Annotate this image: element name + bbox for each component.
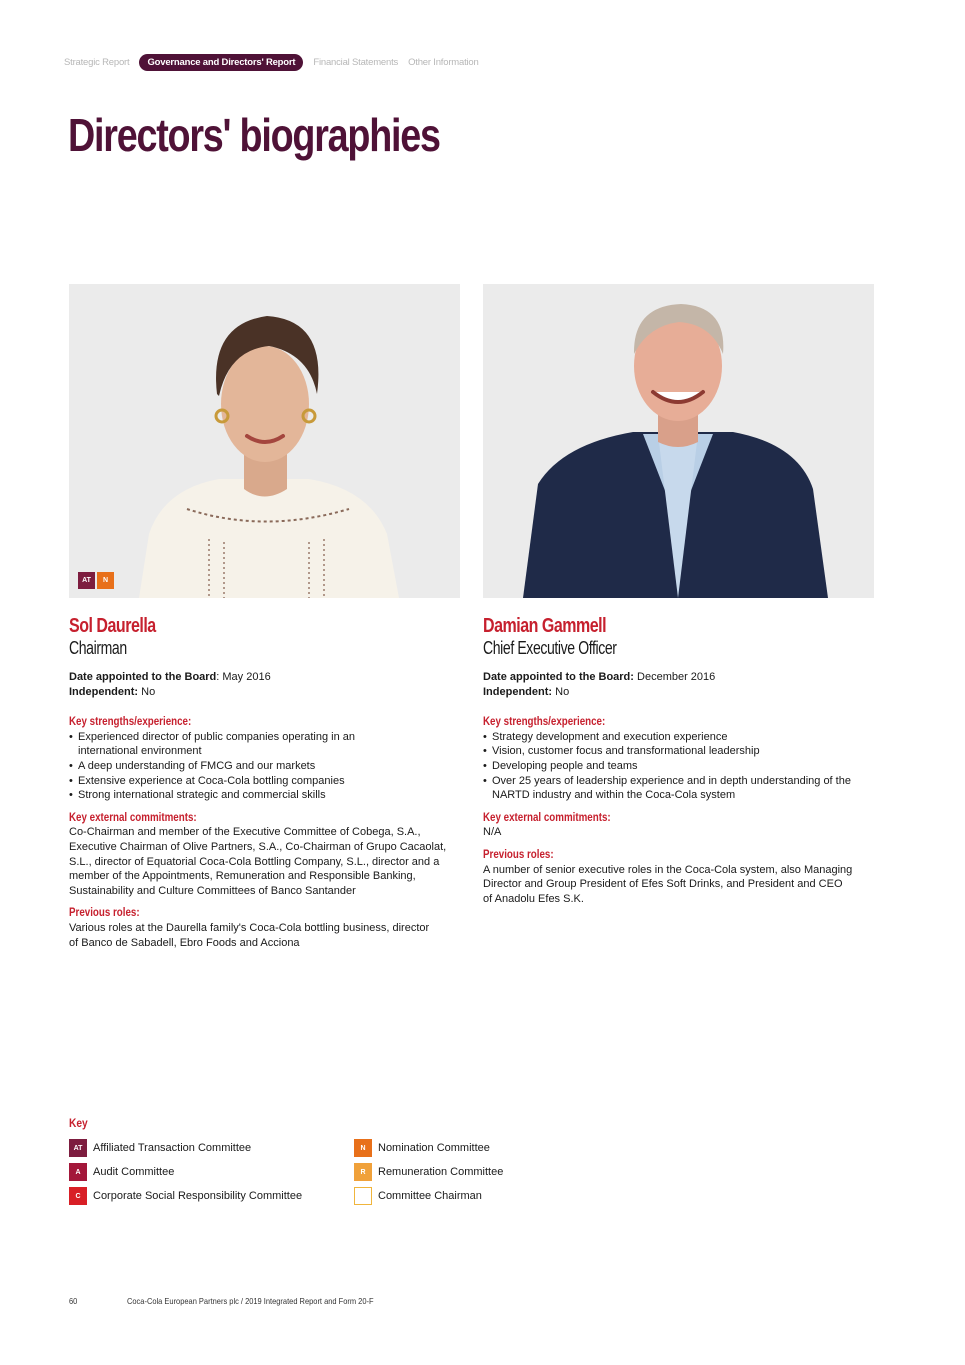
strengths-list	[483, 730, 873, 803]
previous-roles-heading: Previous roles:	[69, 907, 140, 920]
director-role: Chairman	[69, 638, 127, 658]
strengths-list	[69, 730, 369, 803]
previous-roles-heading: Previous roles:	[483, 848, 554, 861]
director-name: Damian Gammell	[483, 615, 607, 637]
date-appointed-label: Date appointed to the Board:	[483, 671, 634, 683]
page-number: 60	[69, 1296, 78, 1306]
nav-strategic-report[interactable]: Strategic Report	[64, 57, 130, 68]
nav-governance[interactable]: Governance and Directors' Report	[139, 54, 303, 71]
commitments-heading: Key external commitments:	[483, 811, 611, 824]
key-badge: A	[69, 1163, 87, 1181]
key-label: Affiliated Transaction Committee	[93, 1142, 252, 1154]
key-badge: C	[69, 1187, 87, 1205]
list-item: • Developing people and teams	[483, 759, 873, 774]
independent-value: No	[138, 685, 156, 698]
nav-other-information[interactable]: Other Information	[408, 57, 479, 68]
key-badge: N	[354, 1139, 372, 1157]
list-item: • A deep understanding of FMCG and our markets	[69, 759, 369, 774]
key-badge: R	[354, 1163, 372, 1181]
key-chairman-box	[354, 1187, 372, 1205]
key-label: Audit Committee	[93, 1166, 175, 1178]
key-label: Committee Chairman	[378, 1190, 482, 1202]
list-item: • Vision, customer focus and transformational leadership	[483, 744, 873, 759]
nav-financial-statements[interactable]: Financial Statements	[313, 57, 399, 68]
date-appointed	[69, 670, 461, 685]
list-item: • Strong international strategic and commercial skills	[69, 788, 369, 803]
badge-nomination: N	[97, 572, 114, 589]
key-item-committee-chairman	[354, 1187, 482, 1205]
key-item-csr	[69, 1187, 302, 1205]
list-item: • Extensive experience at Coca-Cola bottling companies	[69, 774, 369, 789]
previous-roles-text: Various roles at the Daurella family's Coca-Cola bottling business, director of Banco de Sabadell, Ebro Foods and Acciona	[69, 921, 430, 949]
director-role: Chief Executive Officer	[483, 638, 617, 658]
independent-label: Independent:	[483, 685, 553, 698]
key-label: Remuneration Committee	[378, 1166, 504, 1178]
commitments-heading: Key external commitments:	[69, 811, 197, 824]
independent	[69, 685, 461, 700]
commitments-text: N/A	[483, 826, 502, 839]
strengths-heading: Key strengths/experience:	[69, 716, 192, 729]
director-name: Sol Daurella	[69, 615, 156, 637]
independent	[483, 685, 875, 700]
footer-text: Coca-Cola European Partners plc / 2019 Integrated Report and Form 20-F	[127, 1296, 374, 1306]
independent-label: Independent:	[69, 685, 139, 698]
portrait-illustration	[483, 284, 874, 598]
key-item-remuneration	[354, 1163, 503, 1181]
list-item: • Strategy development and execution experience	[483, 730, 873, 745]
key-label: Nomination Committee	[378, 1142, 490, 1154]
date-appointed-value: December 2016	[633, 671, 716, 683]
section-nav	[64, 54, 479, 71]
date-appointed-value: : May 2016	[216, 671, 271, 683]
list-item: • Experienced director of public companies operating in an international environment	[69, 730, 369, 759]
key-item-audit	[69, 1163, 174, 1181]
key-title: Key	[69, 1116, 88, 1130]
director-photo-damian-gammell	[483, 284, 874, 598]
bio-sol-daurella	[69, 614, 461, 950]
page-title: Directors' biographies	[68, 109, 440, 161]
date-appointed-label: Date appointed to the Board	[69, 671, 217, 683]
key-item-affiliated-transaction	[69, 1139, 251, 1157]
previous-roles-text: A number of senior executive roles in the Coca-Cola system, also Managing Director and Group President of Efes Soft Drinks, and President and CEO of Anadolu Efes S.K.	[483, 863, 853, 905]
strengths-heading: Key strengths/experience:	[483, 716, 606, 729]
key-item-nomination	[354, 1139, 490, 1157]
list-item: • Over 25 years of leadership experience and in depth understanding of the NARTD industry and within the Coca-Cola system	[483, 774, 873, 803]
badge-affiliated-transaction: AT	[78, 572, 95, 589]
date-appointed	[483, 670, 875, 685]
key-label: Corporate Social Responsibility Committee	[93, 1190, 303, 1202]
key-badge: AT	[69, 1139, 87, 1157]
committee-badges	[78, 572, 114, 589]
director-photo-sol-daurella	[69, 284, 460, 598]
portrait-illustration	[69, 284, 460, 598]
commitments-text: Co-Chairman and member of the Executive Committee of Cobega, S.A., Executive Chairman of Olive Partners, S.A., Co-Chairman of Grupo Cacaolat, S.L., director of Equatorial Coca-Cola Bottling Company, S.L., director and a member of the Appointments, Remuneration and Responsible Banking, Sustainability and Culture Committees of Banco Santander	[69, 826, 447, 897]
independent-value: No	[552, 685, 570, 698]
bio-damian-gammell	[483, 614, 875, 906]
